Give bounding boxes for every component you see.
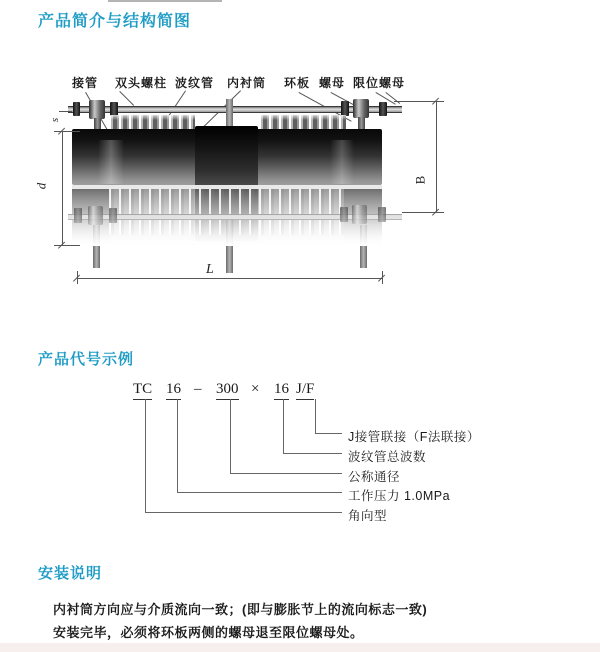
callout-connector bbox=[145, 512, 342, 513]
callout-angular-type: 角向型 bbox=[348, 509, 388, 523]
callout-nominal-diameter: 公称通径 bbox=[348, 470, 401, 484]
callout-connector bbox=[177, 492, 342, 493]
nut bbox=[110, 102, 118, 116]
reflection-fade bbox=[68, 189, 404, 246]
nut bbox=[353, 99, 369, 118]
dim-d-tick bbox=[54, 131, 80, 132]
dim-d-line bbox=[62, 131, 63, 245]
nut bbox=[341, 101, 349, 116]
nut bbox=[89, 100, 105, 119]
callout-connector bbox=[177, 399, 178, 492]
callout-wave-count: 波纹管总波数 bbox=[348, 450, 427, 464]
body-highlight-right bbox=[330, 140, 354, 184]
ribs-highlight bbox=[109, 115, 195, 120]
callout-connector bbox=[230, 473, 342, 474]
inner-sleeve-collar bbox=[195, 126, 258, 185]
callout-connector bbox=[315, 433, 342, 434]
callout-connector bbox=[230, 399, 231, 473]
code-part-times: × bbox=[251, 381, 260, 397]
ribs-highlight bbox=[259, 115, 346, 120]
dim-label-l: L bbox=[206, 262, 214, 277]
install-note-line1: 内衬筒方向应与介质流向一致；(即与膨胀节上的流向标志一致) bbox=[53, 602, 428, 617]
install-note-line2: 安装完毕，必须将环板两侧的螺母退至限位螺母处。 bbox=[53, 625, 364, 640]
callout-connector bbox=[283, 399, 284, 453]
part-label-connecting-pipe: 接管 bbox=[72, 76, 99, 90]
part-label-ring-plate: 环板 bbox=[284, 76, 311, 90]
code-part-dash: – bbox=[194, 381, 202, 397]
dim-l-line bbox=[77, 278, 382, 279]
part-label-nut: 螺母 bbox=[319, 76, 346, 90]
section-title-install: 安装说明 bbox=[38, 565, 103, 582]
callout-connector bbox=[315, 399, 316, 433]
dim-label-d: d bbox=[33, 182, 49, 190]
nut bbox=[73, 102, 80, 116]
dim-label-b: B bbox=[412, 175, 428, 185]
section-title-code: 产品代号示例 bbox=[38, 351, 135, 368]
callout-pipe-connection: J接管联接（F法联接） bbox=[348, 430, 480, 444]
callout-connector bbox=[145, 399, 146, 512]
part-label-limit-nut: 限位螺母 bbox=[353, 76, 406, 90]
part-label-bellows: 波纹管 bbox=[175, 76, 215, 90]
code-part-16a: 16 bbox=[166, 381, 181, 400]
callout-connector bbox=[283, 453, 342, 454]
limit-nut bbox=[379, 102, 387, 116]
dim-b-tick bbox=[402, 212, 444, 213]
body-highlight-left bbox=[98, 140, 124, 184]
code-part-tc: TC bbox=[133, 381, 152, 400]
dim-d-tick bbox=[54, 245, 80, 246]
part-label-inner-sleeve: 内衬筒 bbox=[227, 76, 267, 90]
page-edge-strip bbox=[0, 643, 600, 652]
dim-s-tick bbox=[59, 111, 72, 112]
dim-b-line bbox=[436, 101, 437, 213]
callout-working-pressure: 工作压力 1.0MPa bbox=[348, 489, 451, 503]
tie-rod-top bbox=[68, 106, 402, 113]
crop-artifact bbox=[108, 0, 222, 2]
part-label-double-stud: 双头螺柱 bbox=[115, 76, 168, 90]
leader-line bbox=[119, 91, 134, 106]
dim-label-s: s bbox=[49, 117, 62, 123]
code-part-16b: 16 bbox=[274, 381, 289, 400]
section-title-intro: 产品简介与结构简图 bbox=[38, 13, 192, 30]
code-part-jf: J/F bbox=[296, 381, 314, 400]
code-part-300: 300 bbox=[216, 381, 239, 400]
